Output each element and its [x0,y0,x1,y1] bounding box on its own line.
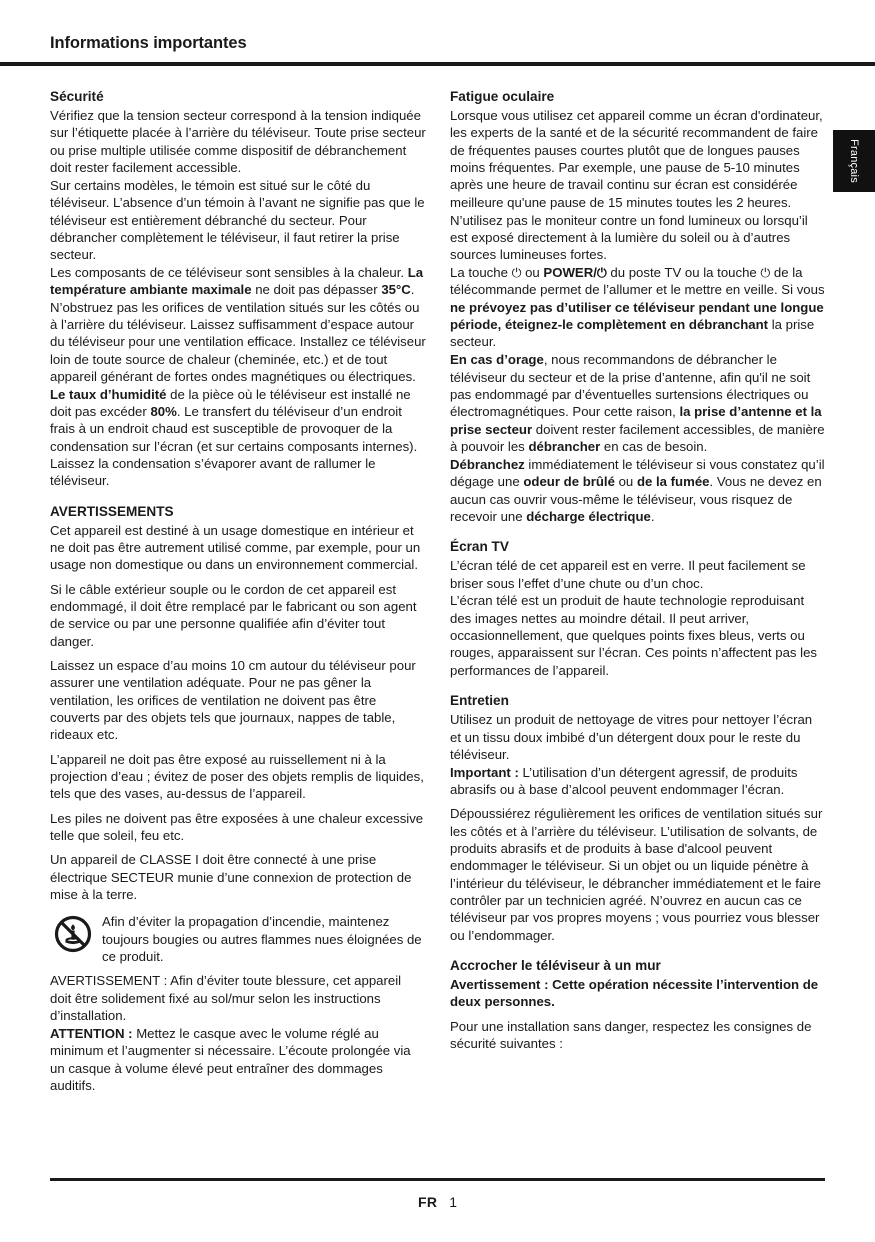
paragraph-important [450,764,826,799]
power-symbol-icon-2: ⏻ [596,265,607,281]
text-attention-rest: Mettez le casque avec le volume réglé au minimum et l’augmenter si nécessaire. L’écoute prolongée via un casque à volume élevé peut entraîner des dommages auditifs. [50,1026,411,1094]
paragraph-avertissement-4: L’appareil ne doit pas être exposé au ruissellement ni à la projection d’eau ; évitez de poser des objets remplis de liquides, tels que des vases, au-dessus de l’appareil. [50,751,424,802]
text-securite-3e: . N’obstruez pas les orifices de ventilation situés sur les côtés ou à l’arrière du téléviseur. Laissez suffisamment d’espace autour du téléviseur pour une ventilation efficace. Installez ce téléviseur loin de toute source de chaleur (cheminée, etc.) et de tout appareil générant de fortes ondes magnétiques ou électriques. [50,282,426,385]
text-orage-end: en cas de besoin. [600,439,708,455]
text-important-bold: Important : [450,764,519,780]
paragraph-fatigue-1: Lorsque vous utilisez cet appareil comme un écran d'ordinateur, les experts de la santé et de la sécurité recommandent de faire de fréquentes pauses courtes plutôt que de longues pauses moins fréquentes. Par exemple, une pause de 5-10 minutes après une heure de travail continu sur écran est considérée meilleure qu'une pause de 15 minutes toutes les 2 heures. [450,108,823,210]
no-open-flame-icon [54,915,92,953]
text-securite-3i: . Le transfert du téléviseur d’un endroit frais à un endroit chaud est susceptible de provoquer de la condensation sur l’écran (et sur certains composants internes). Laissez la condensation s’évaporer avant de rallumer le téléviseur. [50,403,418,489]
power-symbol-icon-1: ⏻ [511,265,522,281]
text-power-b: ou [521,265,544,281]
header-divider [0,62,875,66]
text-attention-bold: ATTENTION : [50,1026,133,1041]
text-temperature-value-bold: 35°C [381,282,411,298]
paragraph-mur-warning [450,976,826,1011]
paragraph-avertissement-7: AVERTISSEMENT : Afin d’éviter toute blessure, cet appareil doit être solidement fixé au sol/mur selon les instructions d’installation. [50,973,402,1024]
no-flame-notice [50,913,426,965]
heading-accrocher-televiseur: Accrocher le téléviseur à un mur [450,958,661,974]
footer-language-code: FR [417,1194,438,1210]
text-debranchez-mid3: . Vous ne devez en aucun cas ouvrir vous-même le téléviseur, vous risquez de recevoir une [450,474,822,524]
language-tab-label: Français [848,139,860,183]
text-debranchez-mid2: ou [614,474,637,490]
text-temperature-ambiante-bold: La température ambiante maximale [50,265,424,298]
footer-page-number: 1 [449,1194,458,1210]
text-important-rest: L’utilisation d’un détergent agressif, de produits abrasifs ou à base d’alcool peuvent endommager l’écran. [450,764,798,798]
text-power-d: du poste TV ou la touche [606,265,761,281]
paragraph-securite-3 [50,264,426,489]
text-power-g: la prise secteur. [450,317,815,350]
page-header [0,34,875,72]
text-fumee-bold: de la fumée [636,474,710,490]
heading-fatigue-oculaire: Fatigue oculaire [450,89,555,104]
text-power-warning-bold: ne prévoyez pas d’utiliser ce téléviseur pendant une longue période, éteignez-le complètement en débranchant [450,299,824,333]
text-power-e: de la télécommande permet de l’allumer et le mettre en veille. Si vous [450,265,825,298]
paragraph-entretien-1: Utilisez un produit de nettoyage de vitres pour nettoyer l’écran et un tissu doux imbibé d’un détergent doux pour le reste du téléviseur. [450,712,813,762]
paragraph-avertissement-5: Les piles ne doivent pas être exposées à une chaleur excessive telle que soleil, feu etc. [50,810,424,844]
footer-divider [50,1178,825,1181]
no-flame-notice-text: Afin d’éviter la propagation d’incendie, maintenez toujours bougies ou autres flammes nues éloignées de ce produit. [102,914,422,965]
language-tab-francais [833,130,875,192]
page-title: Informations importantes [50,34,247,52]
paragraph-avertissement-2: Si le câble extérieur souple ou le cordon de cet appareil est endommagé, il doit être remplacé par le fabricant ou son agent de service ou par une personne qualifiée afin d’éviter tout danger. [50,581,417,649]
paragraph-avertissement-3: Laissez un espace d’au moins 10 cm autour du téléviseur pour assurer une ventilation adéquate. Pour ne pas gêner la ventilation, les orifices de ventilation ne doivent pas être couverts par des objets tels que journaux, nappes de table, rideaux etc. [50,657,416,743]
paragraph-debranchez [450,456,826,525]
text-orage-mid2: doivent rester facilement accessibles, de manière à pouvoir les [450,421,825,455]
text-debranchez-mid: immédiatement le téléviseur si vous constatez qu’il dégage une [450,456,825,490]
paragraph-securite-1: Vérifiez que la tension secteur correspond à la tension indiquée sur l’étiquette placée à l’arrière du téléviseur. Toute prise secteur ou prise multiple utilisée comme dispositif de débranchement doit rester facilement accessible. [50,108,426,176]
body-columns [50,88,825,1148]
paragraph-ecran-1: L’écran télé de cet appareil est en verre. Il peut facilement se briser sous l’effet d’une chute ou d’un choc. [450,558,806,591]
paragraph-power-button [450,264,826,351]
text-mur-warning-bold: Avertissement : Cette opération nécessite l’intervention de deux personnes. [450,977,819,1010]
paragraph-mur-1: Pour une installation sans danger, respectez les consignes de sécurité suivantes : [450,1018,812,1052]
text-debranchez-bold: Débranchez [450,456,525,472]
text-securite-3a: Les composants de ce téléviseur sont sensibles à la chaleur. [50,265,408,281]
text-humidite-value-bold: 80% [150,403,177,419]
paragraph-fatigue-2: N’utilisez pas le moniteur contre un fond lumineux ou lorsqu’il est exposé directement à la lumière du soleil ou à d’autres sources lumineuses fortes. [450,212,808,263]
paragraph-avertissement-1: Cet appareil est destiné à un usage domestique en intérieur et ne doit pas être autrement utilisé comme, par exemple, pour un usage non domestique ou dans un environnement commercial. [50,522,421,573]
power-symbol-icon-3: ⏻ [760,265,771,281]
text-decharge-electrique-bold: décharge électrique [526,508,651,524]
right-column [450,88,826,1053]
left-column [50,88,426,1095]
paragraph-securite-2: Sur certains modèles, le témoin est situé sur le côté du téléviseur. L’absence d’un témoin à l’avant ne signifie pas que le téléviseur est entièrement débranché du secteur. Pour débrancher complètement le téléviseur, il faut retirer la prise secteur. [50,177,425,263]
paragraph-attention [50,1025,426,1094]
paragraph-orage [450,351,826,455]
text-taux-humidite-bold: Le taux d’humidité [50,386,167,402]
heading-entretien: Entretien [450,693,509,709]
text-prise-antenne-bold: la prise d’antenne et la prise secteur [450,404,822,437]
text-debrancher-bold: débrancher [528,439,601,455]
text-orage-bold: En cas d’orage [450,352,544,368]
heading-ecran-tv: Écran TV [450,539,509,555]
heading-securite: Sécurité [50,89,104,104]
text-securite-3c: ne doit pas dépasser [251,282,382,298]
paragraph-entretien-3: Dépoussiérez régulièrement les orifices de ventilation situés sur les côtés et à l’arrière du téléviseur. L’utilisation de solvants, de produits abrasifs et de produits à base d'alcool peuvent endommager le téléviseur. Si un objet ou un liquide pénètre à l’intérieur du téléviseur, le débrancher immédiatement et le faire contrôler par un technicien agréé. N’ouvrez en aucun cas ce téléviseur par vos propres moyens ; vous pourriez vous blesser ou l’endommager. [450,806,823,943]
text-power-label-bold: POWER/ [543,265,597,281]
footer-content [0,1194,875,1210]
text-debranchez-end: . [650,508,655,524]
paragraph-avertissement-6: Un appareil de CLASSE I doit être connecté à une prise électrique SECTEUR munie d’une connexion de protection de mise à la terre. [50,852,412,903]
text-orage-mid: , nous recommandons de débrancher le téléviseur du secteur et de la prise d’antenne, afin qu'il ne soit pas endommagé par d’éventuelles surtensions électriques ou électromagnétiques. Pour cette raison, [450,352,811,420]
text-power-a: La touche [450,265,512,281]
heading-avertissements: AVERTISSEMENTS [50,503,174,519]
text-odeur-brule-bold: odeur de brûlé [523,474,615,490]
text-securite-3g: de la pièce où le téléviseur est installé ne doit pas excéder [50,386,411,419]
page-footer [0,1178,875,1222]
paragraph-ecran-2: L’écran télé est un produit de haute technologie reproduisant des images nettes au moindre détail. Il peut arriver, occasionnellement, que quelques points fixes bleus, verts ou rouges, apparaissent sur l’écran. Ces points n’affectent pas les performances de l’appareil. [450,593,818,678]
